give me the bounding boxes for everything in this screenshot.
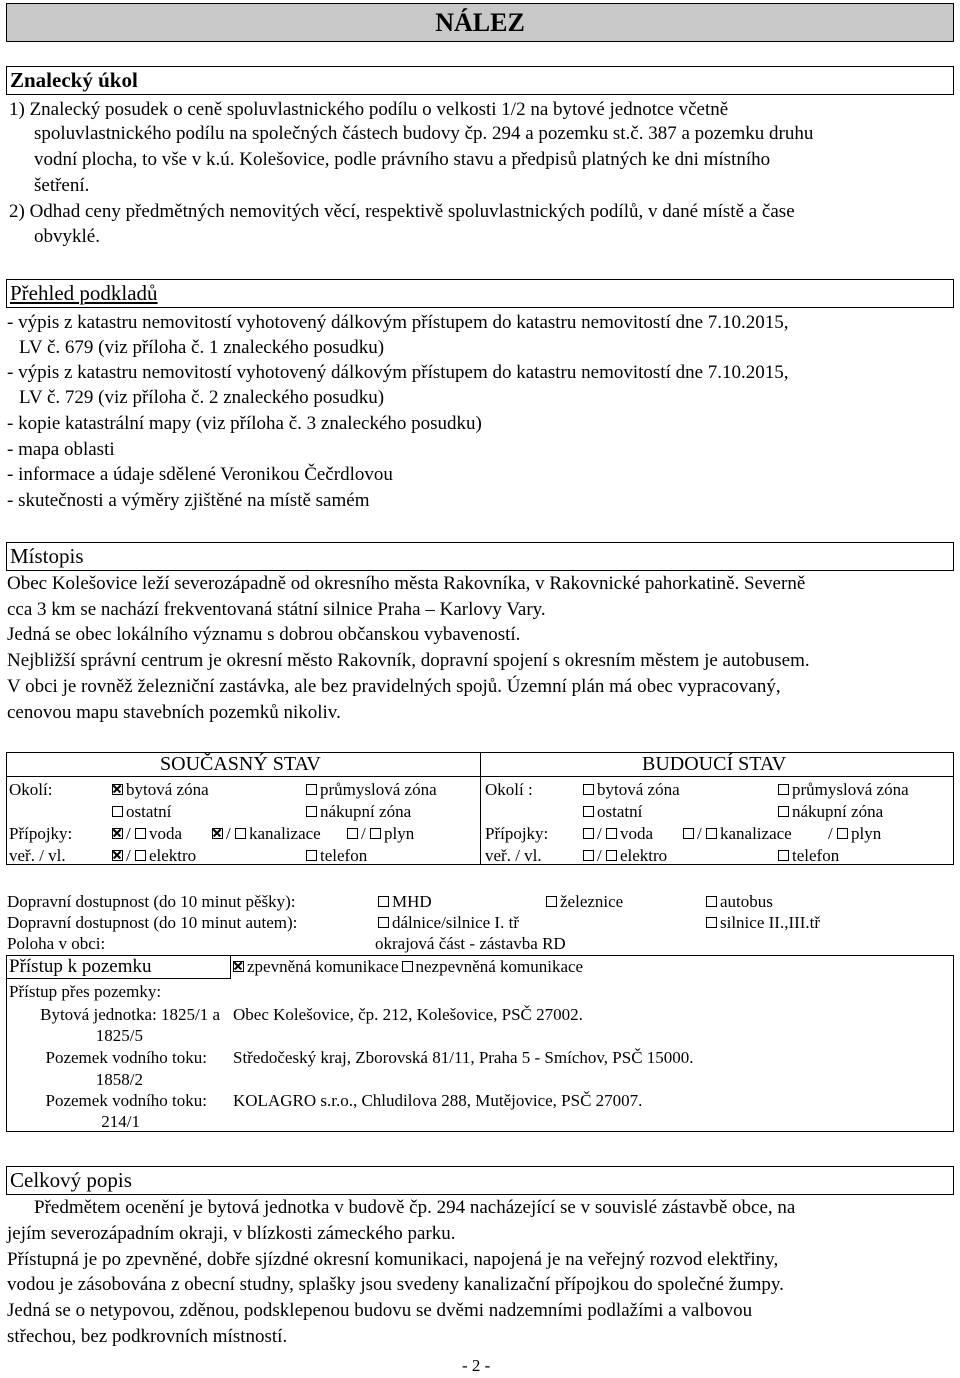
popis-line: Předmětem ocenění je bytová jednotka v budově čp. 294 nacházející se v souvislé zástavbě obce, na: [34, 1197, 796, 1218]
current-state-title: SOUČASNÝ STAV: [160, 753, 321, 775]
podklady-line: - mapa oblasti: [7, 439, 115, 460]
pristup-row-parcel: 214/1: [101, 1112, 140, 1131]
pristup-row-label: Bytová jednotka: 1825/1 a: [40, 1005, 220, 1024]
checkbox-icon: [778, 850, 789, 861]
podklady-line: - skutečnosti a výměry zjištěné na místě samém: [7, 490, 370, 511]
checkbox-icon: [837, 828, 848, 839]
podklady-line: LV č. 679 (viz příloha č. 1 znaleckého posudku): [19, 337, 385, 358]
mistopis-line: Nejbližší správní centrum je okresní město Rakovník, dopravní spojení s okresním městem je autobusem.: [7, 650, 810, 671]
bytova-label: bytová zóna: [597, 780, 680, 799]
pristup-row-owner: Obec Kolešovice, čp. 212, Kolešovice, PSČ 27002.: [233, 1005, 583, 1024]
checkbox-icon: [235, 828, 246, 839]
checked-box-icon: [233, 961, 244, 972]
checkbox-icon: [683, 828, 694, 839]
pristup-row-label: Pozemek vodního toku:: [45, 1091, 207, 1110]
podklady-line: LV č. 729 (viz příloha č. 2 znaleckého posudku): [19, 387, 385, 408]
kanalizace-label: kanalizace: [248, 824, 321, 843]
section-heading-ukol: [6, 66, 954, 95]
ostatni-current: [112, 800, 171, 824]
slash-text: /: [126, 846, 131, 865]
checkbox-icon: [347, 828, 358, 839]
popis-heading: Celkový popis: [10, 1168, 132, 1192]
elektro-future: [583, 844, 667, 868]
checkbox-icon: [306, 850, 317, 861]
checkbox-icon: [135, 850, 146, 861]
checkbox-icon: [606, 828, 617, 839]
silnice-label: silnice II.,III.tř: [720, 913, 821, 932]
podklady-line: - výpis z katastru nemovitostí vyhotovený dálkovým přístupem do katastru nemovitostí dne 7.10.2015,: [7, 312, 789, 333]
mistopis-line: V obci je rovněž železniční zastávka, ale bez pravidelných spojů. Územní plán má obec vypracovaný,: [7, 676, 781, 697]
page-number: - 2 -: [462, 1356, 491, 1375]
checkbox-icon: [583, 784, 594, 795]
nezpevnena-label: nezpevněná komunikace: [415, 957, 584, 976]
ukol-line: 2) Odhad ceny předmětných nemovitých věcí, respektivě spoluvlastnických podílů, v dané místě a čase: [9, 201, 795, 222]
silnice-option: [706, 911, 820, 935]
okoli-future-label: Okolí :: [485, 780, 533, 799]
checkbox-icon: [402, 961, 413, 972]
ostatni-label: ostatní: [126, 802, 172, 821]
doprava-autem-label: Dopravní dostupnost (do 10 minut autem):: [7, 913, 298, 932]
pristup-row-owner: Středočeský kraj, Zborovská 81/11, Praha 5 - Smíchov, PSČ 15000.: [233, 1048, 694, 1067]
zpevnena-label: zpevněná komunikace: [247, 957, 399, 976]
zeleznice-label: železnice: [560, 892, 624, 911]
mhd-label: MHD: [392, 892, 432, 911]
section-heading-mistopis: [6, 542, 954, 571]
checkbox-icon: [778, 784, 789, 795]
dalnice-label: dálnice/silnice I. tř: [392, 913, 519, 932]
checked-box-icon: [112, 850, 123, 861]
plyn-label: plyn: [383, 824, 415, 843]
checkbox-icon: [706, 828, 717, 839]
section-heading-popis: [6, 1166, 954, 1195]
ukol-line: 1) Znalecký posudek o ceně spoluvlastnického podílu o velkosti 1/2 na bytové jednotce včetně: [9, 99, 729, 120]
bytova-zona-current: [112, 778, 209, 802]
slash-text: /: [697, 824, 702, 843]
mistopis-line: Jedná se obec lokálního významu s dobrou občanskou vybaveností.: [7, 624, 521, 645]
kanalizace-future: [683, 822, 792, 846]
checkbox-icon: [606, 850, 617, 861]
slash-text: /: [597, 824, 602, 843]
podklady-line: - informace a údaje sdělené Veronikou Čečrdlovou: [7, 464, 393, 485]
slash-text: /: [361, 824, 366, 843]
checkbox-icon: [706, 896, 717, 907]
ukol-line: vodní plocha, to vše v k.ú. Kolešovice, podle právního stavu a předpisů platných ke dni místního: [34, 149, 771, 170]
bytova-zona-future: [583, 778, 680, 802]
checkbox-icon: [112, 806, 123, 817]
nakupni-zona-current: [306, 800, 411, 824]
telefon-label: telefon: [320, 846, 368, 865]
checked-box-icon: [112, 784, 123, 795]
telefon-label: telefon: [792, 846, 840, 865]
popis-line: jejím severozápadním okraji, v blízkosti zámeckého parku.: [7, 1223, 456, 1244]
autobus-label: autobus: [720, 892, 773, 911]
checkbox-icon: [135, 828, 146, 839]
podklady-line: - výpis z katastru nemovitostí vyhotovený dálkovým přístupem do katastru nemovitostí dne 7.10.2015,: [7, 362, 789, 383]
nakupni-label: nákupní zóna: [792, 802, 884, 821]
mistopis-line: Obec Kolešovice leží severozápadně od okresního města Rakovníka, v Rakovnické pahorkatině. Severně: [7, 573, 806, 594]
checked-box-icon: [212, 828, 223, 839]
checkbox-icon: [370, 828, 381, 839]
ukol-line: šetření.: [34, 175, 90, 196]
ver-label: veř. / vl.: [9, 846, 66, 865]
ukol-line: obvyklé.: [34, 226, 100, 247]
kanalizace-current: [212, 822, 321, 846]
prumyslova-label: průmyslová zóna: [320, 780, 437, 799]
slash-text: /: [226, 824, 231, 843]
pristup-row-parcel: 1825/5: [95, 1026, 143, 1045]
slash-text: /: [828, 824, 833, 843]
checkbox-icon: [706, 917, 717, 928]
voda-label: voda: [148, 824, 183, 843]
checkbox-icon: [583, 828, 594, 839]
elektro-current: [112, 844, 196, 868]
pristup-divider: [230, 955, 231, 979]
prumyslova-zona-current: [306, 778, 437, 802]
popis-line: vodou je zásobována z obecní studny, splašky jsou svedeny kanalizační přípojkou do společné žumpy.: [7, 1274, 784, 1295]
poloha-label: Poloha v obci:: [7, 934, 106, 953]
nakupni-zona-future: [778, 800, 883, 824]
popis-line: střechou, bez podkrovních místností.: [7, 1326, 288, 1347]
plyn-future: [828, 822, 881, 846]
checked-box-icon: [112, 828, 123, 839]
checkbox-icon: [583, 850, 594, 861]
voda-future: [583, 822, 653, 846]
stav-divider: [480, 752, 481, 865]
nakupni-label: nákupní zóna: [320, 802, 412, 821]
pristup-row-owner: KOLAGRO s.r.o., Chludilova 288, Mutějovice, PSČ 27007.: [233, 1091, 643, 1110]
doprava-pesky-label: Dopravní dostupnost (do 10 minut pěšky):: [7, 892, 296, 911]
kanalizace-label: kanalizace: [719, 824, 792, 843]
title-box: [6, 3, 954, 42]
poloha-value: okrajová část - zástavba RD: [375, 934, 566, 953]
checkbox-icon: [378, 896, 389, 907]
slash-text: /: [126, 824, 131, 843]
section-heading-podklady: [6, 279, 954, 308]
elektro-label: elektro: [148, 846, 197, 865]
checkbox-icon: [546, 896, 557, 907]
checkbox-icon: [378, 917, 389, 928]
popis-line: Přístupná je po zpevněné, dobře sjízdné okresní komunikaci, napojená je na veřejný rozvod elektřiny,: [7, 1249, 779, 1270]
stav-title-rule: [6, 776, 954, 777]
plyn-current: [347, 822, 414, 846]
mistopis-heading: Místopis: [10, 544, 84, 568]
zpevnena-option: [233, 955, 583, 979]
slash-text: /: [597, 846, 602, 865]
pristup-heading: Přístup k pozemku: [9, 956, 152, 977]
ukol-heading: Znalecký úkol: [10, 68, 138, 92]
plyn-label: plyn: [850, 824, 882, 843]
pristup-row-parcel: 1858/2: [95, 1070, 143, 1089]
voda-label: voda: [619, 824, 654, 843]
zeleznice-option: [546, 890, 623, 914]
checkbox-icon: [306, 784, 317, 795]
podklady-line: - kopie katastrální mapy (viz příloha č. 3 znaleckého posudku): [7, 413, 482, 434]
pripojky-future-label: Přípojky:: [485, 824, 549, 843]
elektro-label: elektro: [619, 846, 668, 865]
prumyslova-zona-future: [778, 778, 909, 802]
popis-line: Jedná se o netypovou, zděnou, podsklepenou budovu se dvěmi nadzemními podlažími a valbovou: [7, 1300, 753, 1321]
ostatni-future: [583, 800, 642, 824]
checkbox-icon: [778, 806, 789, 817]
page-title: NÁLEZ: [435, 8, 525, 37]
ver-future-label: veř. / vl.: [485, 846, 542, 865]
telefon-future: [778, 844, 839, 868]
bytova-label: bytová zóna: [126, 780, 209, 799]
pripojky-label: Přípojky:: [9, 824, 73, 843]
future-state-title: BUDOUCÍ STAV: [642, 753, 787, 775]
mistopis-line: cenovou mapu stavebních pozemků nikoliv.: [7, 702, 341, 723]
ostatni-label: ostatní: [597, 802, 643, 821]
pristup-row-label: Pozemek vodního toku:: [45, 1048, 207, 1067]
pristup-pres-label: Přístup přes pozemky:: [9, 982, 162, 1001]
prumyslova-label: průmyslová zóna: [792, 780, 909, 799]
voda-current: [112, 822, 182, 846]
checkbox-icon: [306, 806, 317, 817]
podklady-heading: Přehled podkladů: [10, 281, 158, 305]
okoli-label: Okolí:: [9, 780, 53, 799]
telefon-current: [306, 844, 367, 868]
ukol-line: spoluvlastnického podílu na společných částech budovy čp. 294 a pozemku st.č. 387 a pozemku druhu: [34, 123, 814, 144]
checkbox-icon: [583, 806, 594, 817]
mistopis-line: cca 3 km se nachází frekventovaná státní silnice Praha – Karlovy Vary.: [7, 599, 546, 620]
